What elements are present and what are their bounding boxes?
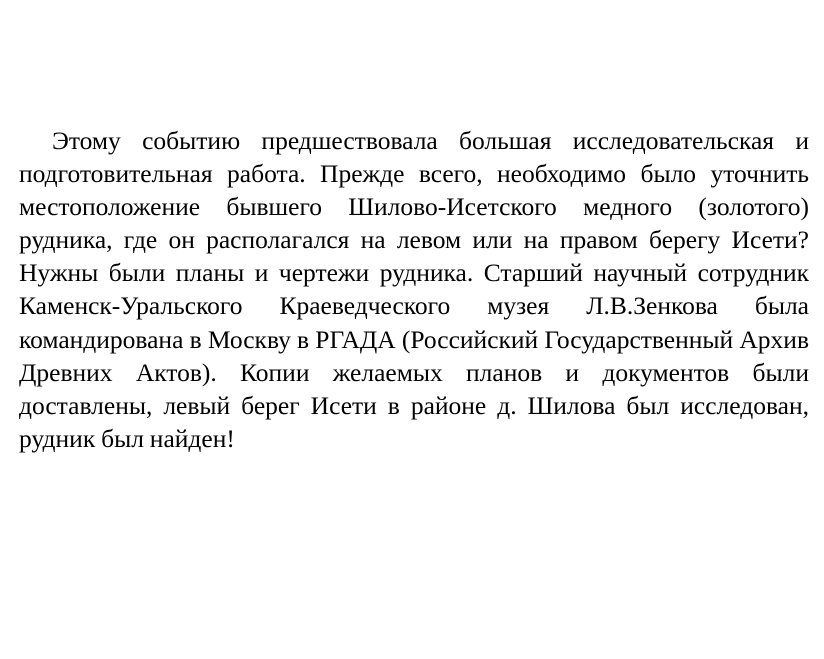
body-paragraph: Этому событию предшествовала большая исследовательская и подготовительная работа. Прежде всего, необходимо было уточнить местоположение бывшего Шилово-Исетского медного (золотого) рудника, где он располагался на левом или на правом берегу Исети? Нужны были планы и чертежи рудника. Старший научный сотрудник Каменск-Уральского Краеведческого музея Л.В.Зенкова была командирована в Москву в РГАДА (Российский Государственный Архив Древних Актов). Копии желаемых планов и документов были доставлены, левый берег Исети в районе д. Шилова был исследован, рудник был найден! [19, 126, 809, 453]
